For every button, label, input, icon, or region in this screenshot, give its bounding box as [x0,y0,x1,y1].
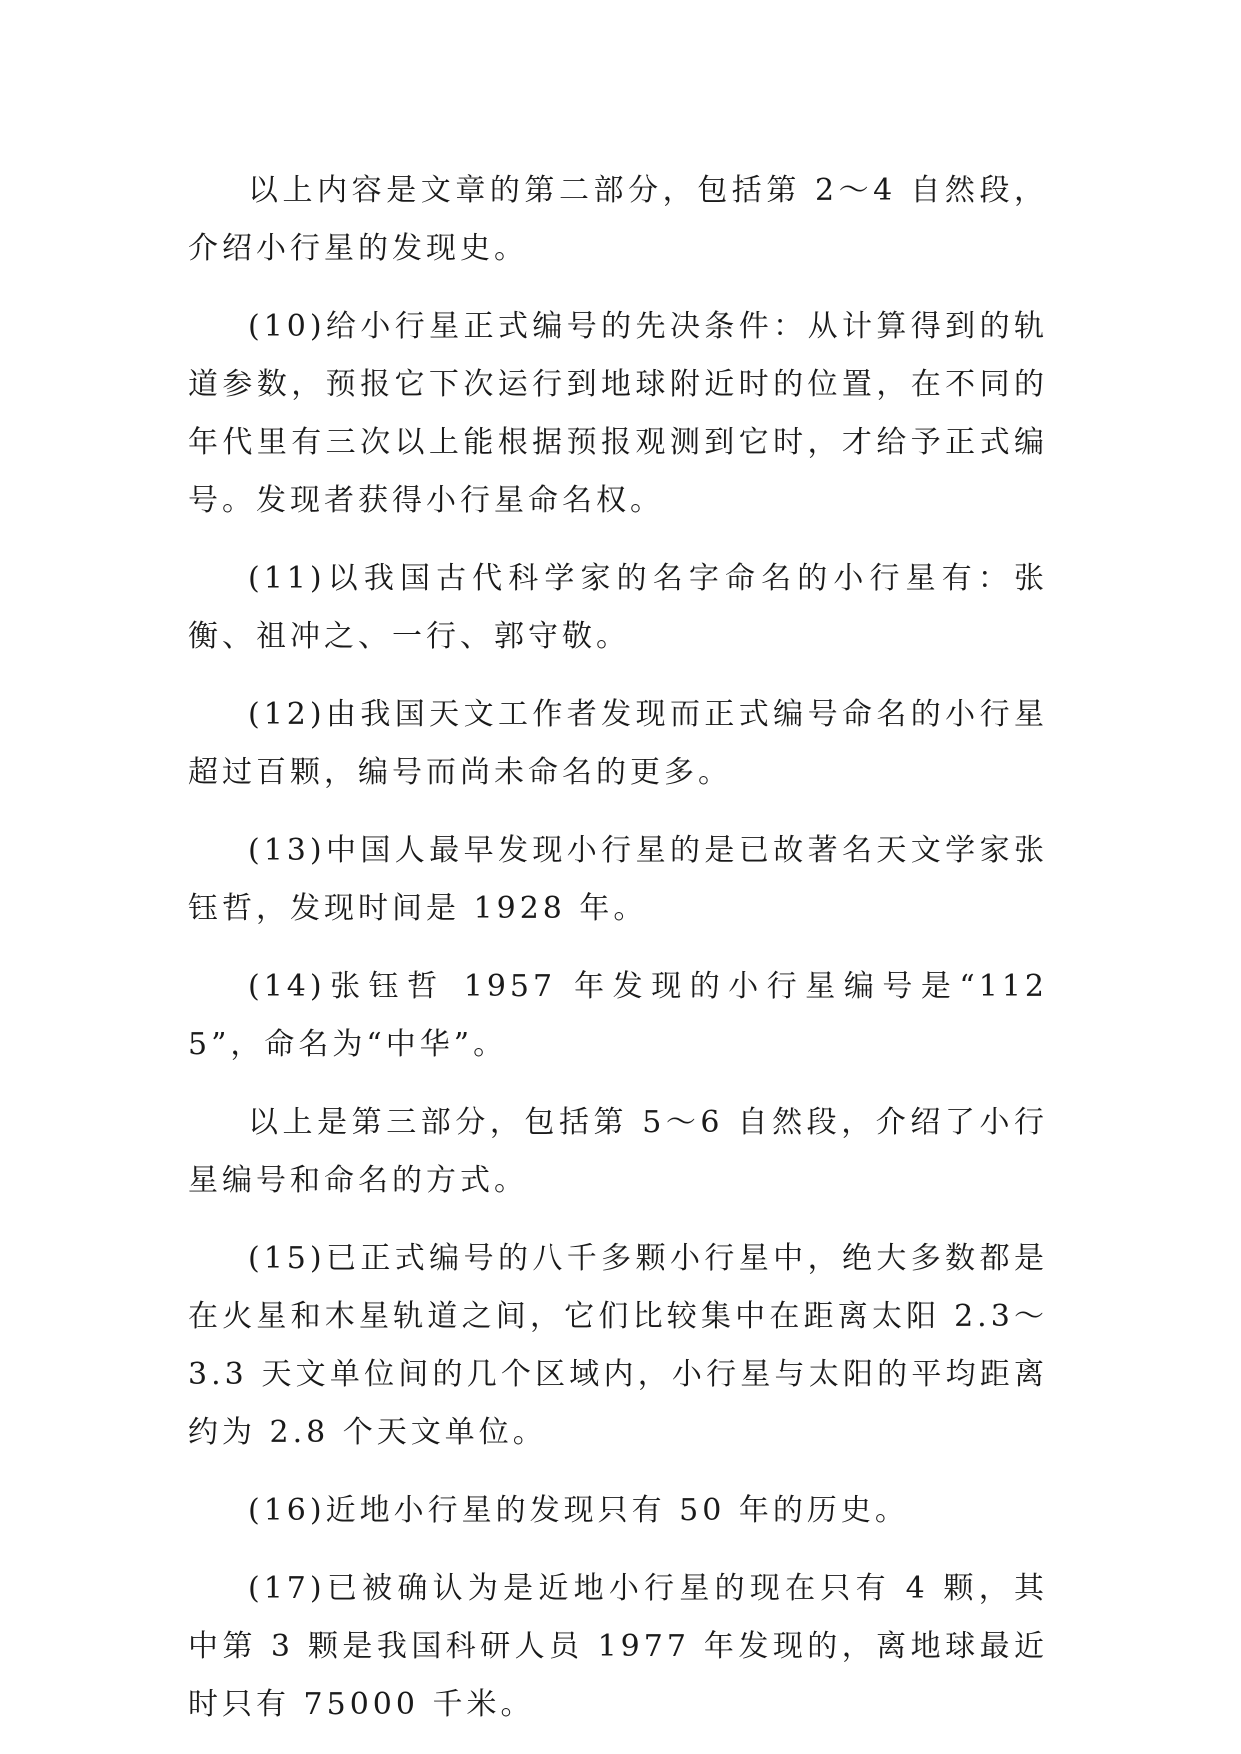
paragraph-12: (12)由我国天文工作者发现而正式编号命名的小行星超过百颗，编号而尚未命名的更多。 [188,697,1048,790]
paragraph-part-two-summary: 以上内容是文章的第二部分，包括第 2～4 自然段，介绍小行星的发现史。 [188,173,1048,266]
document-body [188,162,1048,1754]
paragraph-16: (16)近地小行星的发现只有 50 年的历史。 [248,1493,909,1528]
paragraph-15: (15)已正式编号的八千多颗小行星中，绝大多数都是在火星和木星轨道之间，它们比较集中在距离太阳 2.3～3.3 天文单位间的几个区域内，小行星与太阳的平均距离约为 2.8 个天文单位。 [188,1241,1048,1450]
paragraph-13: (13)中国人最早发现小行星的是已故著名天文学家张钰哲，发现时间是 1928 年。 [188,833,1048,926]
paragraph-11: (11)以我国古代科学家的名字命名的小行星有：张衡、祖冲之、一行、郭守敬。 [188,561,1048,654]
paragraph-17: (17)已被确认为是近地小行星的现在只有 4 颗，其中第 3 颗是我国科研人员 1977 年发现的，离地球最近时只有 75000 千米。 [188,1571,1048,1722]
paragraph-14: (14)张钰哲 1957 年发现的小行星编号是“1125”，命名为“中华”。 [188,969,1048,1062]
paragraph-part-three-summary: 以上是第三部分，包括第 5～6 自然段，介绍了小行星编号和命名的方式。 [188,1105,1048,1198]
paragraph-10: (10)给小行星正式编号的先决条件：从计算得到的轨道参数，预报它下次运行到地球附近时的位置，在不同的年代里有三次以上能根据预报观测到它时，才给予正式编号。发现者获得小行星命名权。 [188,309,1048,518]
